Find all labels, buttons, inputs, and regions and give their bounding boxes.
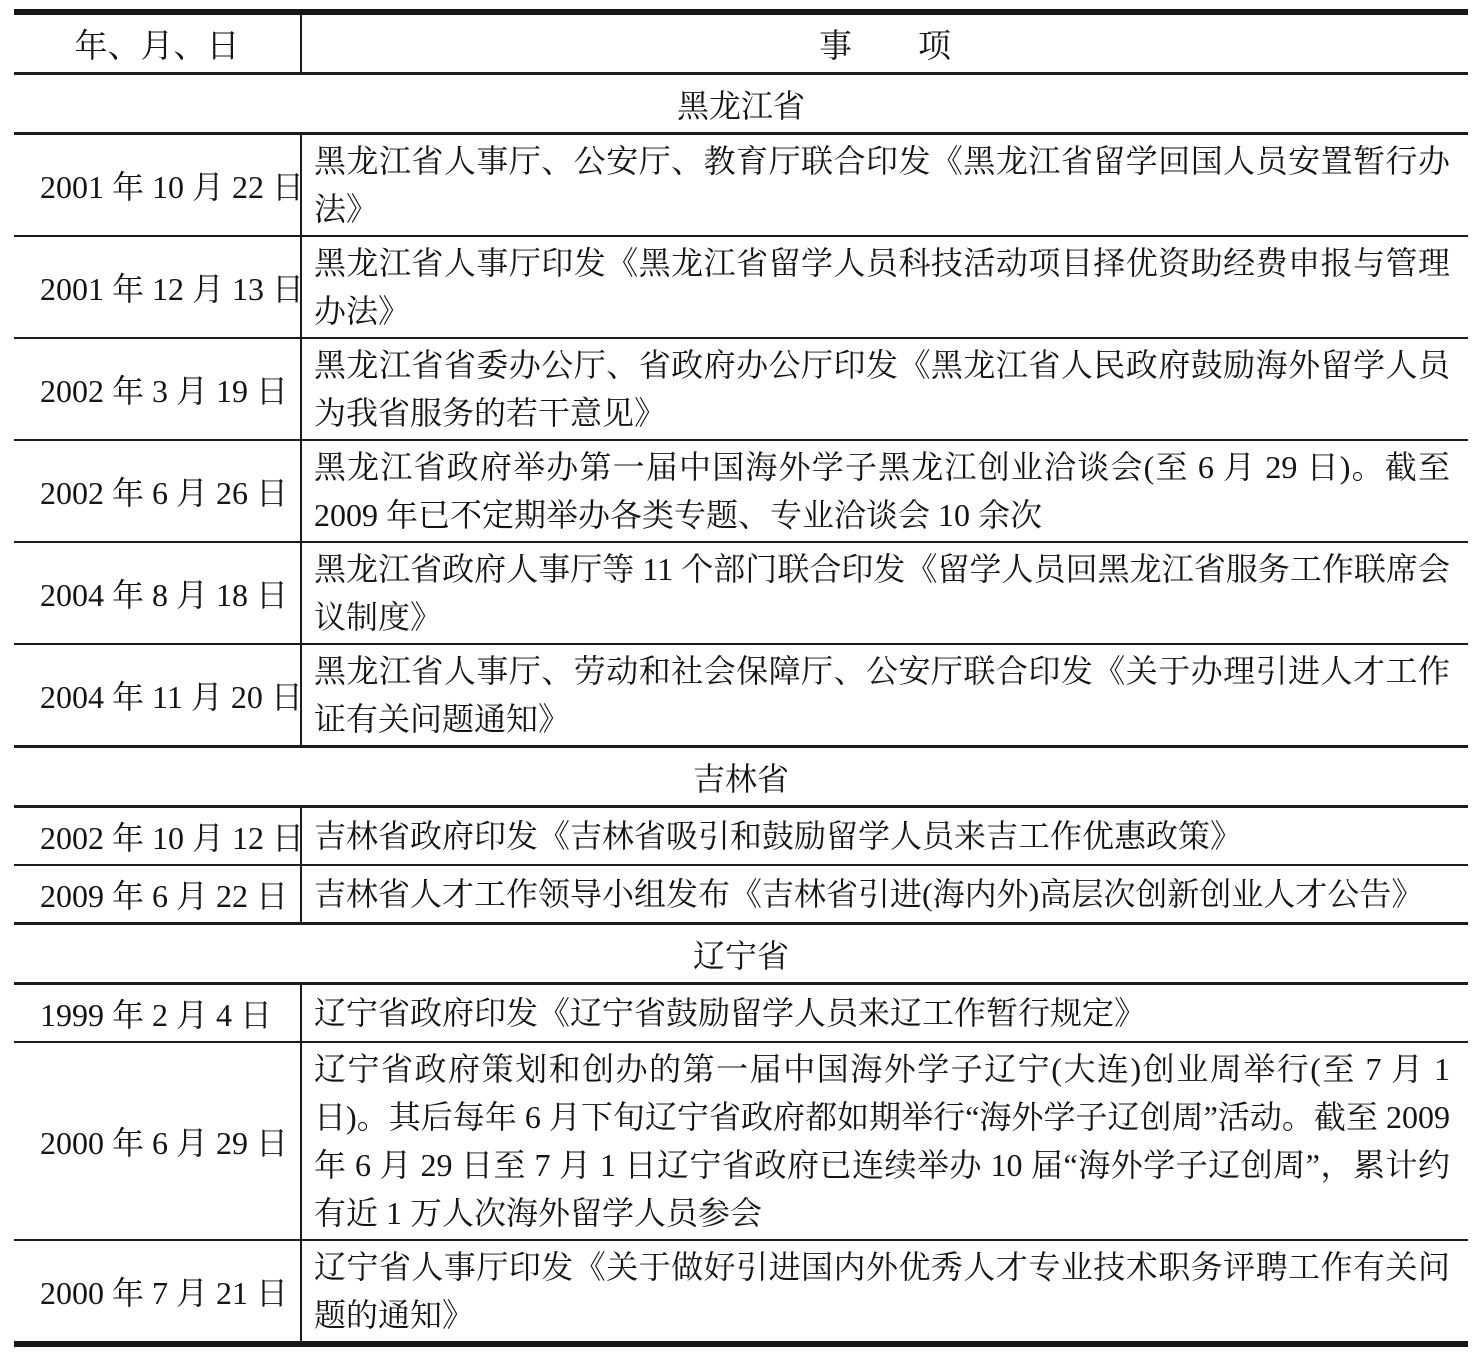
event-text: 黑龙江省人事厅、公安厅、教育厅联合印发《黑龙江省留学回国人员安置暂行办法》 [314, 143, 1450, 227]
event-cell [302, 866, 1468, 922]
event-cell [302, 985, 1468, 1041]
date-cell [14, 645, 302, 745]
table-row [14, 135, 1468, 237]
date-text: 2009 年 6 月 22 日 [40, 878, 289, 914]
date-text: 2002 年 10 月 12 日 [40, 820, 305, 856]
event-text: 辽宁省政府印发《辽宁省鼓励留学人员来辽工作暂行规定》 [314, 995, 1147, 1031]
policy-events-table [14, 9, 1468, 1347]
event-text: 吉林省政府印发《吉林省吸引和鼓励留学人员来吉工作优惠政策》 [314, 818, 1243, 854]
table-row [14, 237, 1468, 339]
event-text: 黑龙江省人事厅印发《黑龙江省留学人员科技活动项目择优资助经费申报与管理办法》 [314, 245, 1450, 329]
section-header-吉林省: 吉林省 [14, 748, 1468, 808]
table-row [14, 441, 1468, 543]
event-text: 黑龙江省省委办公厅、省政府办公厅印发《黑龙江省人民政府鼓励海外留学人员为我省服务的若干意见》 [314, 347, 1450, 431]
date-cell [14, 866, 302, 922]
table-row [14, 339, 1468, 441]
date-cell [14, 1241, 302, 1341]
event-text: 辽宁省人事厅印发《关于做好引进国内外优秀人才专业技术职务评聘工作有关问题的通知》 [314, 1249, 1450, 1333]
date-cell [14, 135, 305, 235]
table-row [14, 543, 1468, 645]
table-row [14, 866, 1468, 925]
date-cell [14, 237, 305, 337]
event-text: 吉林省人才工作领导小组发布《吉林省引进(海内外)高层次创新创业人才公告》 [314, 876, 1424, 912]
event-cell [302, 543, 1468, 643]
event-cell [302, 237, 1468, 337]
event-cell [302, 645, 1468, 745]
date-cell [14, 339, 302, 439]
event-column-header [302, 15, 1468, 72]
date-cell [14, 441, 302, 541]
table-row [14, 1043, 1468, 1241]
date-text: 2001 年 12 月 13 日 [40, 271, 305, 307]
date-text: 2002 年 3 月 19 日 [40, 373, 289, 409]
date-text: 2004 年 11 月 20 日 [40, 679, 303, 715]
date-text: 2002 年 6 月 26 日 [40, 475, 289, 511]
section-header-黑龙江省: 黑龙江省 [14, 75, 1468, 135]
date-column-header [14, 15, 302, 72]
date-text: 2000 年 6 月 29 日 [40, 1125, 289, 1161]
date-cell [14, 1043, 302, 1239]
event-text: 辽宁省政府策划和创办的第一届中国海外学子辽宁(大连)创业周举行(至 7 月 1 日)。其后每年 6 月下旬辽宁省政府都如期举行“海外学子辽创周”活动。截至 2009 年 6 月 29 日至 7 月 1 日辽宁省政府已连续举办 10 届“海外学子辽创周”，累计约有近 1 万人次海外留学人员参会 [314, 1051, 1450, 1231]
date-cell [14, 985, 302, 1041]
event-cell [302, 339, 1468, 439]
date-cell [14, 543, 302, 643]
date-text: 2004 年 8 月 18 日 [40, 577, 289, 613]
event-text: 黑龙江省政府举办第一届中国海外学子黑龙江创业洽谈会(至 6 月 29 日)。截至 2009 年已不定期举办各类专题、专业洽谈会 10 余次 [314, 449, 1450, 533]
event-cell [302, 135, 1468, 235]
table-row [14, 645, 1468, 748]
date-cell [14, 808, 305, 864]
document-page [0, 9, 1482, 1372]
date-text: 1999 年 2 月 4 日 [40, 997, 273, 1033]
table-row [14, 808, 1468, 866]
event-text: 黑龙江省政府人事厅等 11 个部门联合印发《留学人员回黑龙江省服务工作联席会议制度》 [314, 551, 1450, 635]
section-header-辽宁省: 辽宁省 [14, 925, 1468, 985]
date-column-header-label: 年、月、日 [74, 29, 240, 65]
event-cell [302, 1043, 1468, 1239]
table-body [14, 75, 1468, 1341]
event-cell [302, 441, 1468, 541]
table-row [14, 1241, 1468, 1341]
date-text: 2000 年 7 月 21 日 [40, 1275, 289, 1311]
event-cell [302, 1241, 1468, 1341]
event-text: 黑龙江省人事厅、劳动和社会保障厅、公安厅联合印发《关于办理引进人才工作证有关问题通知》 [314, 653, 1450, 737]
event-cell [302, 808, 1468, 864]
date-text: 2001 年 10 月 22 日 [40, 169, 305, 205]
table-header-row [14, 15, 1468, 75]
event-column-header-label: 事 项 [819, 29, 951, 65]
table-row [14, 985, 1468, 1043]
